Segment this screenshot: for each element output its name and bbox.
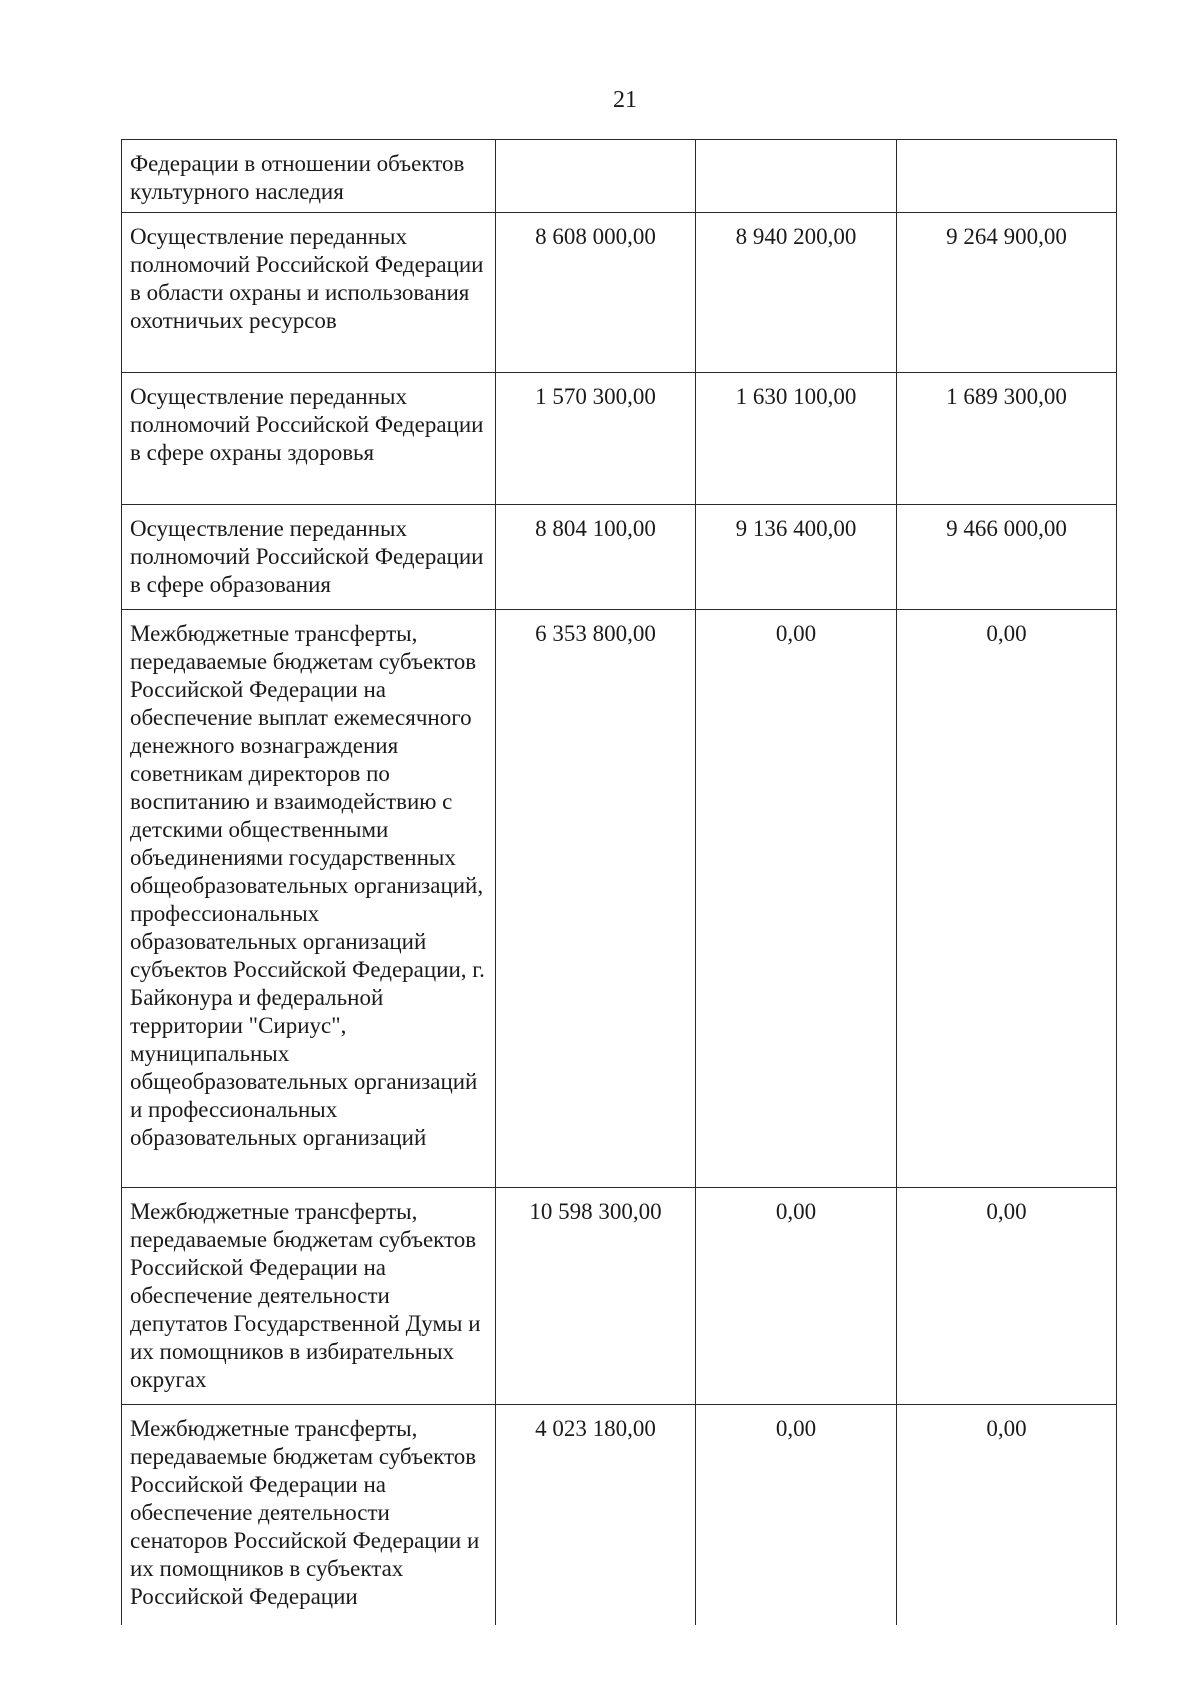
table-row [122, 1188, 1117, 1405]
table-row [122, 505, 1117, 610]
amount-year-2: 9 136 400,00 [696, 505, 897, 610]
amount-year-1: 6 353 800,00 [496, 610, 696, 1188]
amount-year-1: 8 804 100,00 [496, 505, 696, 610]
amount-year-3: 0,00 [897, 610, 1117, 1188]
amount-year-3: 9 264 900,00 [897, 213, 1117, 373]
amount-year-1: 4 023 180,00 [496, 1405, 696, 1625]
amount-year-3 [897, 140, 1117, 213]
amount-year-2: 0,00 [696, 1188, 897, 1405]
table-row [122, 373, 1117, 505]
amount-year-3: 0,00 [897, 1188, 1117, 1405]
budget-table [121, 139, 1117, 1625]
amount-year-1: 8 608 000,00 [496, 213, 696, 373]
row-description: Федерации в отношении объектов культурного наследия [122, 140, 496, 213]
row-description: Осуществление переданных полномочий Российской Федерации в области охраны и использования охотничьих ресурсов [122, 213, 496, 373]
amount-year-1 [496, 140, 696, 213]
amount-year-2 [696, 140, 897, 213]
row-description: Межбюджетные трансферты, передаваемые бюджетам субъектов Российской Федерации на обеспечение деятельности сенаторов Российской Федерации и их помощников в субъектах Российской Федерации [122, 1405, 496, 1625]
amount-year-1: 1 570 300,00 [496, 373, 696, 505]
page-number: 21 [613, 87, 637, 113]
amount-year-1: 10 598 300,00 [496, 1188, 696, 1405]
row-description: Осуществление переданных полномочий Российской Федерации в сфере образования [122, 505, 496, 610]
row-description: Межбюджетные трансферты, передаваемые бюджетам субъектов Российской Федерации на обеспечение деятельности депутатов Государственной Думы и их помощников в избирательных округах [122, 1188, 496, 1405]
table-row [122, 213, 1117, 373]
table-row [122, 140, 1117, 213]
amount-year-2: 0,00 [696, 1405, 897, 1625]
row-description: Межбюджетные трансферты, передаваемые бюджетам субъектов Российской Федерации на обеспечение выплат ежемесячного денежного вознаграждения советникам директоров по воспитанию и взаимодействию с детскими общественными объединениями государственных общеобразовательных организаций, профессиональных образовательных организаций субъектов Российской Федерации, г. Байконура и федеральной территории "Сириус", муниципальных общеобразовательных организаций и профессиональных образовательных организаций [122, 610, 496, 1188]
row-description: Осуществление переданных полномочий Российской Федерации в сфере охраны здоровья [122, 373, 496, 505]
table-row [122, 1405, 1117, 1625]
amount-year-2: 8 940 200,00 [696, 213, 897, 373]
table-row [122, 610, 1117, 1188]
amount-year-3: 0,00 [897, 1405, 1117, 1625]
amount-year-2: 1 630 100,00 [696, 373, 897, 505]
amount-year-2: 0,00 [696, 610, 897, 1188]
amount-year-3: 1 689 300,00 [897, 373, 1117, 505]
amount-year-3: 9 466 000,00 [897, 505, 1117, 610]
